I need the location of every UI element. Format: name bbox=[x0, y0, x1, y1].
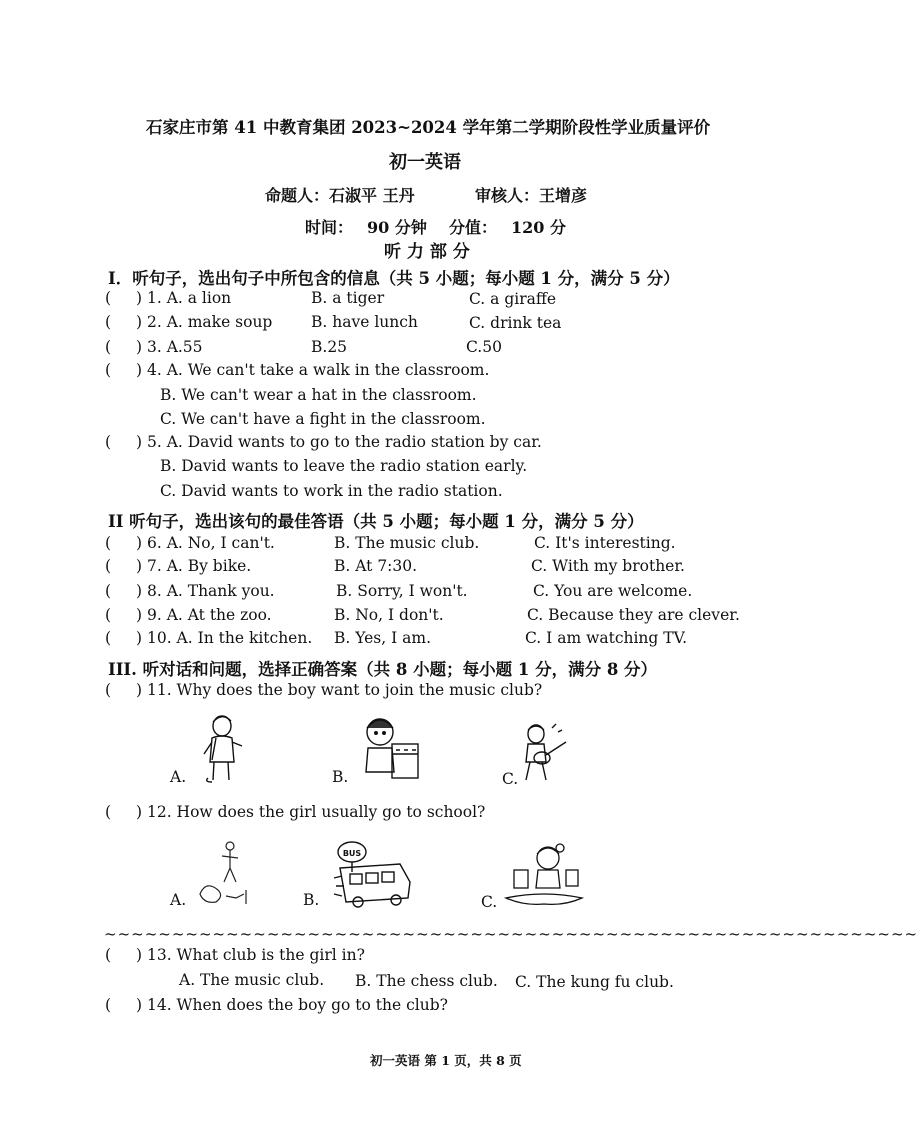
option-b: B. Sorry, I won't. bbox=[336, 582, 468, 600]
school-title: 石家庄市第 41 中教育集团 2023~2024 学年第二学期阶段性学业质量评价 bbox=[146, 118, 711, 137]
guitar-boy-image[interactable] bbox=[514, 722, 570, 784]
walking-girl-image[interactable] bbox=[196, 836, 256, 908]
option-b-label: B. bbox=[332, 768, 349, 786]
option-c: C. a giraffe bbox=[469, 290, 557, 308]
bus-sign: BUS bbox=[342, 849, 362, 858]
answer-paren[interactable]: ( bbox=[105, 681, 112, 699]
option-b-label: B. bbox=[303, 891, 320, 909]
question-text: ) 14. When does the boy go to the club? bbox=[136, 996, 448, 1014]
option-c-label: C. bbox=[502, 770, 519, 788]
score-label: 分值： bbox=[449, 218, 498, 237]
option-c: C. Because they are clever. bbox=[527, 606, 740, 624]
section-1-title: I．听句子，选出句子中所包含的信息（共 5 小题；每小题 1 分，满分 5 分） bbox=[108, 269, 680, 288]
question-text: ) 11. Why does the boy want to join the music club? bbox=[136, 681, 543, 699]
section-divider: ~~~~~~~~~~~~~~~~~~~~~~~~~~~~~~~~~~~~~~~~~~~~~~~~~~~~~~~~~~~~ bbox=[104, 925, 918, 943]
answer-paren[interactable]: ( bbox=[105, 289, 112, 307]
section-3-title: III. 听对话和问题，选择正确答案（共 8 小题；每小题 1 分，满分 8 分） bbox=[108, 660, 658, 679]
option-a: ) 4. A. We can't take a walk in the classroom. bbox=[136, 361, 490, 379]
authors: 命题人：石淑平 王丹 bbox=[265, 186, 415, 205]
option-c: C. I am watching TV. bbox=[525, 629, 688, 647]
answer-paren[interactable]: ( bbox=[105, 557, 112, 575]
option-b: B. The music club. bbox=[334, 534, 480, 552]
option-a: ) 7. A. By bike. bbox=[136, 557, 252, 575]
page-footer: 初一英语 第 1 页，共 8 页 bbox=[370, 1053, 522, 1068]
part-title: 听 力 部 分 bbox=[384, 242, 470, 262]
option-c: C. drink tea bbox=[469, 314, 562, 332]
option-a: ) 6. A. No, I can't. bbox=[136, 534, 275, 552]
reviewer: 审核人：王增彦 bbox=[475, 186, 588, 205]
option-a-label: A. bbox=[170, 768, 187, 786]
answer-paren[interactable]: ( bbox=[105, 996, 112, 1014]
option-a: ) 5. A. David wants to go to the radio station by car. bbox=[136, 433, 542, 451]
option-b: B. We can't wear a hat in the classroom. bbox=[160, 386, 477, 404]
option-b: B. The chess club. bbox=[355, 972, 498, 990]
answer-paren[interactable]: ( bbox=[105, 433, 112, 451]
answer-paren[interactable]: ( bbox=[105, 946, 112, 964]
option-b: B. At 7:30. bbox=[334, 557, 418, 575]
time-value: 90 分钟 bbox=[367, 218, 427, 237]
option-c: C. It's interesting. bbox=[534, 534, 676, 552]
subject-title: 初一英语 bbox=[389, 152, 461, 173]
score-value: 120 分 bbox=[511, 218, 566, 237]
bus-image[interactable] bbox=[326, 838, 416, 908]
option-a: ) 1. A. a lion bbox=[136, 289, 232, 307]
answer-paren[interactable]: ( bbox=[105, 629, 112, 647]
option-b: B. Yes, I am. bbox=[334, 629, 432, 647]
answer-paren[interactable]: ( bbox=[105, 361, 112, 379]
option-c: C. The kung fu club. bbox=[515, 973, 674, 991]
option-a: ) 9. A. At the zoo. bbox=[136, 606, 272, 624]
option-c-label: C. bbox=[481, 893, 498, 911]
option-b: B.25 bbox=[311, 338, 348, 356]
question-text: ) 12. How does the girl usually go to school? bbox=[136, 803, 486, 821]
option-c: C. You are welcome. bbox=[533, 582, 693, 600]
option-a: ) 3. A.55 bbox=[136, 338, 203, 356]
option-a: ) 8. A. Thank you. bbox=[136, 582, 275, 600]
answer-paren[interactable]: ( bbox=[105, 313, 112, 331]
answer-paren[interactable]: ( bbox=[105, 338, 112, 356]
answer-paren[interactable]: ( bbox=[105, 582, 112, 600]
time-label: 时间： bbox=[305, 218, 354, 237]
singing-boy-image[interactable] bbox=[200, 712, 250, 784]
option-b: B. have lunch bbox=[311, 313, 418, 331]
option-a-label: A. bbox=[170, 891, 187, 909]
option-c: C. David wants to work in the radio station. bbox=[160, 482, 503, 500]
answer-paren[interactable]: ( bbox=[105, 606, 112, 624]
option-b: B. No, I don't. bbox=[334, 606, 444, 624]
question-text: ) 13. What club is the girl in? bbox=[136, 946, 365, 964]
piano-boy-image[interactable] bbox=[358, 714, 422, 782]
option-a: A. The music club. bbox=[179, 971, 325, 989]
option-c: C. We can't have a fight in the classroom. bbox=[160, 410, 486, 428]
girl-in-car-image[interactable] bbox=[504, 840, 584, 908]
option-c: C.50 bbox=[466, 338, 502, 356]
option-c: C. With my brother. bbox=[531, 557, 685, 575]
option-a: ) 10. A. In the kitchen. bbox=[136, 629, 313, 647]
answer-paren[interactable]: ( bbox=[105, 803, 112, 821]
section-2-title: II 听句子，选出该句的最佳答语（共 5 小题；每小题 1 分，满分 5 分） bbox=[108, 512, 644, 531]
option-b: B. David wants to leave the radio station early. bbox=[160, 457, 528, 475]
answer-paren[interactable]: ( bbox=[105, 534, 112, 552]
option-b: B. a tiger bbox=[311, 289, 385, 307]
option-a: ) 2. A. make soup bbox=[136, 313, 273, 331]
